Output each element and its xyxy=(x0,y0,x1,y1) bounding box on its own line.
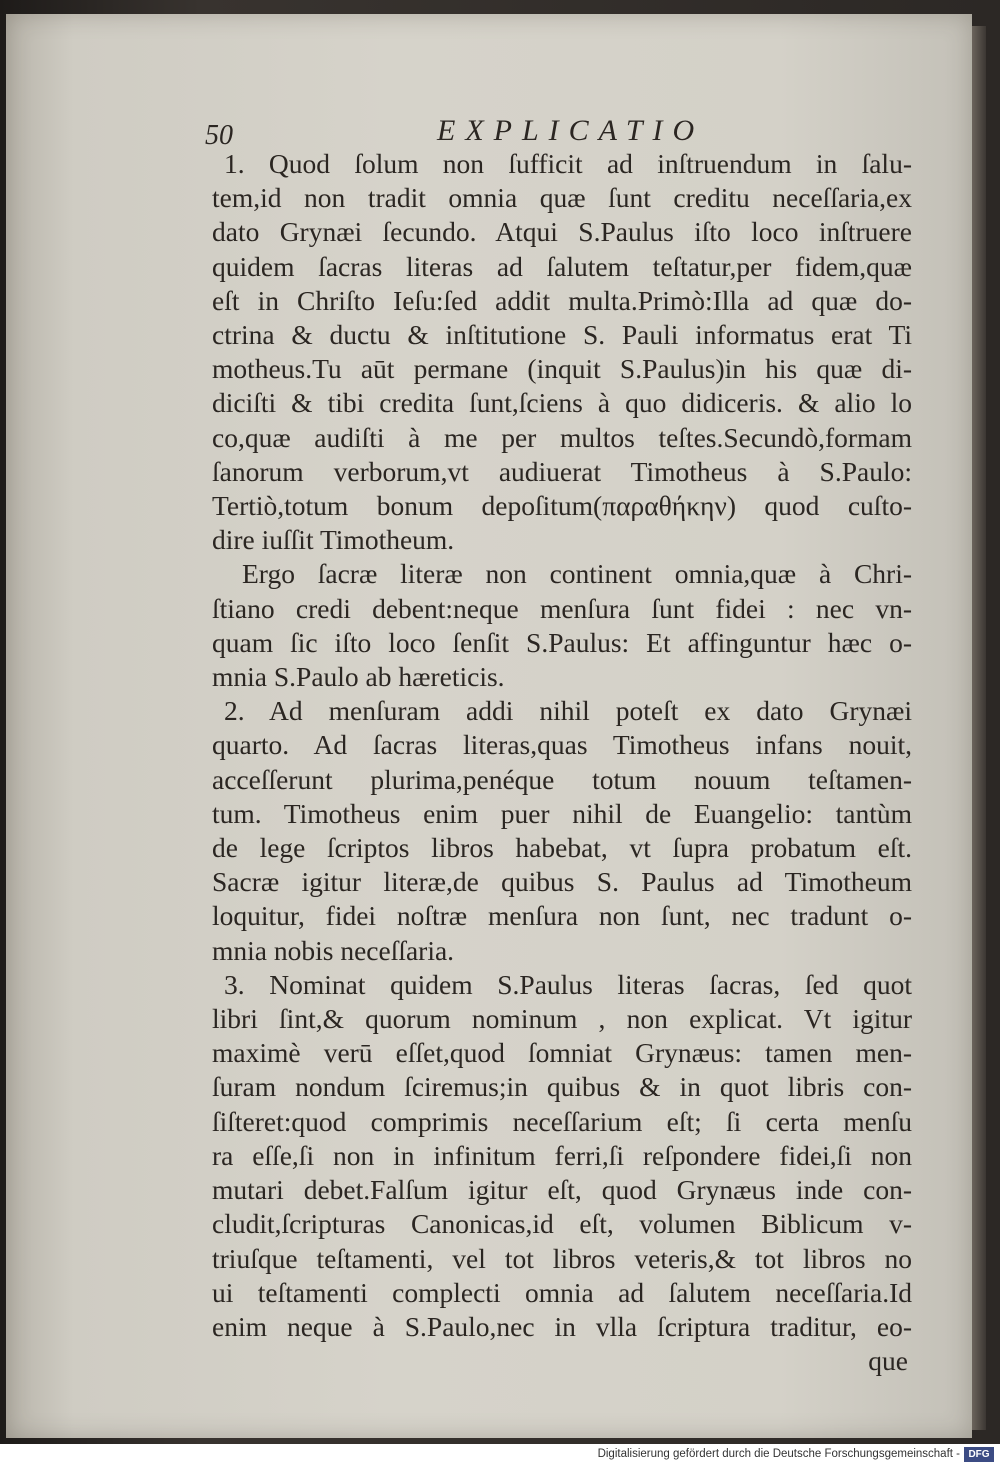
text-line: 3. Nominat quidem S.Paulus literas ſacras, ſed quot xyxy=(224,968,912,1000)
text-line: dato Grynæi ſecundo. Atqui S.Paulus iſto loco inſtruere xyxy=(212,216,912,248)
page-number: 50 xyxy=(205,120,233,151)
text-line: loquitur, fidei noſtræ menſura non ſunt, nec tradunt o- xyxy=(212,900,912,932)
text-line: 2. Ad menſuram addi nihil poteſt ex dato Grynæi xyxy=(224,695,912,727)
text-line: motheus.Tu aūt permane (inquit S.Paulus)in his quæ di- xyxy=(212,353,912,385)
text-line: enim neque à S.Paulo,nec in vlla ſcriptura traditur, eo- xyxy=(212,1310,912,1342)
dfg-logo: DFG xyxy=(964,1447,994,1462)
text-line: mnia S.Paulo ab hæreticis. xyxy=(212,661,505,693)
text-line: ctrina & ductu & inſtitutione S. Pauli informatus erat Ti xyxy=(212,319,912,351)
text-line: dire iuſſit Timotheum. xyxy=(212,524,455,556)
text-line: ſiſteret:quod comprimis neceſſarium eſt; ſi certa menſu xyxy=(212,1105,912,1137)
body-text xyxy=(212,147,912,1378)
text-line: triuſque teſtamenti, vel tot libros veteris,& tot libros no xyxy=(212,1242,912,1274)
text-line: ſuram nondum ſciremus;in quibus & in quot libris con- xyxy=(212,1071,912,1103)
text-line: quarto. Ad ſacras literas,quas Timotheus infans nouit, xyxy=(212,729,912,761)
text-line: ſanorum verborum,vt audiuerat Timotheus à S.Paulo: xyxy=(212,455,912,487)
text-line: 1. Quod ſolum non ſufficit ad inſtruendum in ſalu- xyxy=(224,148,912,179)
text-line: quam ſic iſto loco ſenſit S.Paulus: Et affinguntur hæc o- xyxy=(212,626,912,658)
digitization-footer xyxy=(0,1444,1000,1465)
text-line: cludit,ſcripturas Canonicas,id eſt, volumen Biblicum v- xyxy=(212,1208,912,1240)
text-line: co,quæ audiſti à me per multos teſtes.Secundò,formam xyxy=(212,421,912,453)
text-line: libri ſint,& quorum nominum , non explicat. Vt igitur xyxy=(212,1003,912,1035)
running-title: EXPLICATIO xyxy=(437,114,705,147)
text-line: ſtiano credi debent:neque menſura ſunt fidei : nec vn- xyxy=(212,592,912,624)
text-line: de lege ſcriptos libros habebat, vt ſupra probatum eſt. xyxy=(212,832,912,864)
text-line: mnia nobis neceſſaria. xyxy=(212,934,455,966)
page-edge xyxy=(972,26,986,1430)
text-line: quidem ſacras literas ad ſalutem teſtatur,per fidem,quæ xyxy=(212,250,912,282)
text-line: acceſſerunt plurima,penéque totum nouum teſtamen- xyxy=(212,763,912,795)
text-line: tum. Timotheus enim puer nihil de Euangelio: tantùm xyxy=(212,797,912,829)
text-line: ra eſſe,ſi non in infinitum ferri,ſi reſpondere fidei,ſi non xyxy=(212,1139,912,1171)
text-line: ui teſtamenti complecti omnia ad ſalutem neceſſaria.Id xyxy=(212,1276,912,1308)
funding-credit: Digitalisierung gefördert durch die Deutsche Forschungsgemeinschaft - xyxy=(597,1448,960,1460)
text-line: mutari debet.Falſum igitur eſt, quod Grynæus inde con- xyxy=(212,1174,912,1206)
text-line: tem,id non tradit omnia quæ ſunt creditu neceſſaria,ex xyxy=(212,182,912,214)
text-line: Sacræ igitur literæ,de quibus S. Paulus ad Timotheum xyxy=(212,866,912,898)
running-head xyxy=(205,112,915,152)
text-line: eſt in Chriſto Ieſu:ſed addit multa.Primò:Illa ad quæ do- xyxy=(212,284,912,316)
text-line: Tertiò,totum bonum depoſitum(παραθήκην) quod cuſto- xyxy=(212,490,912,522)
text-line: Ergo ſacræ literæ non continent omnia,quæ à Chri- xyxy=(242,558,912,590)
text-line: maximè verū eſſet,quod ſomniat Grynæus: tamen men- xyxy=(212,1037,912,1069)
catchword: que xyxy=(868,1345,908,1377)
text-line: diciſti & tibi credita ſunt,ſciens à quo didiceris. & alio lo xyxy=(212,387,912,419)
